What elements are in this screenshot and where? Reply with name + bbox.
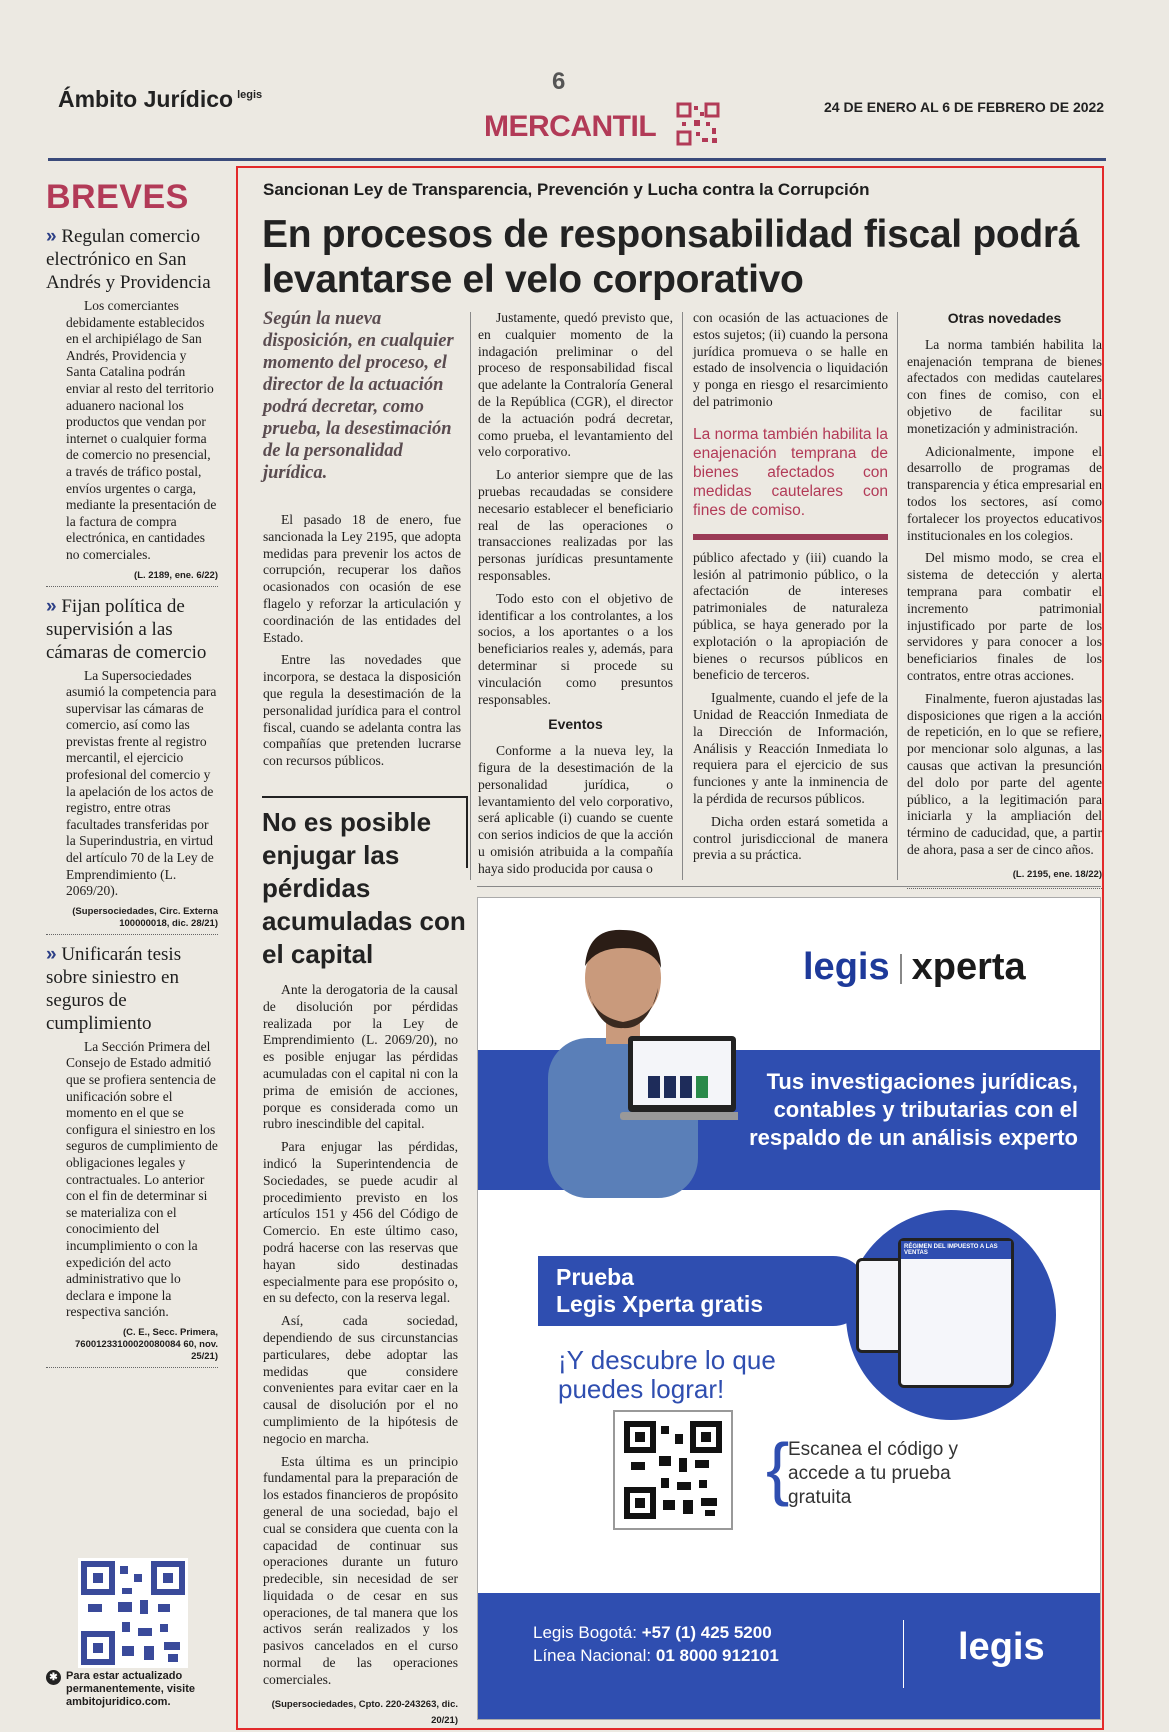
brief-item — [46, 595, 218, 935]
subheading-otras-novedades: Otras novedades — [947, 310, 1062, 326]
ad-brand-left: legis — [803, 946, 890, 988]
publication-title: Ámbito Jurídico — [58, 86, 234, 112]
pull-quote-bar — [693, 534, 888, 540]
article-paragraph: Todo esto con el objetivo de identificar a los controlantes, a los socios, a los aportantes o a los beneficiarios reales y, además, para determinar si procede su vinculación como presuntos responsables. — [478, 590, 673, 707]
article-paragraph: Finalmente, fueron ajustadas las disposiciones que rigen a la acción de repetición, en lo que se refiere, por mencionar solo algunas, a las causas que activan la presunción del dolo por parte del agente público, a la legitimación para iniciarla y la ampliación del término de caducidad, que, a partir de ahora, pasa a ser de cinco años. — [907, 690, 1102, 857]
article-paragraph: Lo anterior siempre que de las pruebas recaudadas se considere necesario establecer el beneficiario real de las operaciones o transacciones realizadas por las personas jurídicas presuntamente responsables. — [478, 467, 673, 583]
legis-logo: legis — [958, 1626, 1045, 1668]
article-paragraph: Conforme a la nueva ley, la figura de la desestimación de la personalidad jurídica, o levantamiento del velo corporativo, será aplicable (i) cuando se cuente con serios indicios de que la acción u omisión atribuida a la compañía haya sido producida por causa o — [478, 743, 673, 876]
double-chevron-icon: » — [46, 595, 57, 617]
ad-try-line2: Legis Xperta gratis — [556, 1291, 764, 1317]
ad-try-line1: Prueba — [556, 1264, 634, 1290]
second-article-headline: No es posible enjugar las pérdidas acumuladas con el capital — [262, 807, 466, 969]
contact-bogota-phone[interactable]: +57 (1) 425 5200 — [641, 1623, 772, 1642]
article-paragraph: Para enjugar las pérdidas, indicó la Superintendencia de Sociedades, se puede acudir al procedimiento previsto en los artículos 151 y 456 del Código de Comercio. En este último caso, podrá hacerse con las reservas que hayan sido destinadas especialmente para ese propósito o, en su defecto, con la reserva legal. — [263, 1139, 458, 1306]
legis-xperta-logo — [803, 946, 1026, 989]
article-reference: (L. 2195, ene. 18/22) — [907, 867, 1102, 889]
tablet-mockup-title: RÉGIMEN DEL IMPUESTO A LAS VENTAS — [901, 1241, 1011, 1259]
breves-column — [46, 178, 218, 1368]
column-separator — [897, 312, 898, 880]
brief-body: La Sección Primera del Consejo de Estado admitió que se profiera sentencia de unificación sobre el momento en el que se configura el siniestro en los seguros de cumplimiento de obligaciones legales y contractuales. Lo anterior con el fin de determinar si se materializa con el conocimiento del incumplimiento o con la expedición del acto administrativo que lo declara e impone la respectiva sanción. — [66, 1038, 218, 1320]
cursor-icon: ✱ — [46, 1670, 61, 1685]
article-kicker: Sancionan Ley de Transparencia, Prevención y Lucha contra la Corrupción — [263, 180, 870, 199]
subheading-eventos: Eventos — [548, 716, 603, 733]
article-paragraph: Adicionalmente, impone el desarrollo de programas de transparencia y ética empresarial en todos los sectores, así como fortalecer los proyectos educativos institucionales en los colegios. — [907, 443, 1102, 543]
article-column-1 — [263, 308, 461, 776]
masthead-rule — [48, 158, 1106, 161]
article-column-2 — [478, 310, 673, 884]
column-separator — [682, 312, 683, 880]
contact-national-label: Línea Nacional: — [533, 1646, 652, 1665]
article-paragraph: Esta última es un principio fundamental para la preparación de los estados financieros de propósito general de una sociedad, bajo el cual se considera que cuenta con la capacidad de continuar sus operaciones durante un futuro predecible, sin necesidad de ser liquidada o de cesar en sus operaciones, de tal manera que los activos serán realizados y los pasivos cancelados en el curso normal de las operaciones comerciales. — [263, 1453, 458, 1687]
contact-bogota-label: Legis Bogotá: — [533, 1623, 637, 1642]
brief-headline — [46, 225, 218, 294]
article-paragraph: Entre las novedades que incorpora, se destaca la disposición que regula la desestimación de la personalidad jurídica para el control fiscal, cuando se adelanta contra las compañías que pretenden lucrarse con recursos públicos. — [263, 652, 461, 769]
article-column-3 — [693, 310, 888, 870]
article-headline: En procesos de responsabilidad fiscal podrá levantarse el velo corporativo — [262, 213, 1080, 301]
ad-contacts — [533, 1621, 779, 1667]
page-number: 6 — [552, 68, 566, 95]
ad-discover-text: ¡Y descubre lo que puedes lograr! — [558, 1345, 776, 1404]
article-paragraph: El pasado 18 de enero, fue sancionada la Ley 2195, que adopta medidas para prevenir los actos de corrupción, recuperar los daños ocasionados con ocasión de ese flagelo y reforzar la articulación y coordinación de las entidades del Estado. — [263, 512, 461, 645]
publication-name — [58, 86, 262, 113]
qr-caption — [46, 1670, 236, 1709]
brief-headline-text: Fijan política de supervisión a las cámaras de comercio — [46, 595, 207, 663]
qr-code-icon[interactable] — [623, 1420, 723, 1520]
article-paragraph: Dicha orden estará sometida a control jurisdiccional de manera previa a su práctica. — [693, 813, 888, 863]
article-paragraph: Igualmente, cuando el jefe de la Unidad de Reacción Inmediata de la Dirección de Información, Análisis y Reacción Inmediata lo requiera para el ejercicio de sus funciones y ante la inminencia de la pérdida de recursos públicos. — [693, 690, 888, 806]
brief-headline — [46, 595, 218, 664]
bracket-icon: { — [766, 1429, 790, 1507]
box-rule-top — [262, 796, 468, 798]
brief-headline — [46, 943, 218, 1035]
ad-try-banner[interactable] — [538, 1256, 868, 1326]
article-paragraph: con ocasión de las actuaciones de estos sujetos; (ii) cuando la persona jurídica promueva o se halle en estado de insolvencia o liquidación y ponga en riesgo el resarcimiento del patrimonio — [693, 310, 888, 409]
tablet-mockup — [898, 1238, 1014, 1388]
brief-item — [46, 225, 218, 587]
second-article-reference: (Supersociedades, Cpto. 220-243263, dic. 20/21) — [271, 1698, 458, 1727]
publisher-mark: legis — [237, 89, 263, 102]
section-title: MERCANTIL — [484, 110, 657, 143]
column-separator — [470, 312, 471, 880]
second-article-column — [263, 982, 458, 1732]
ad-brand-right: xperta — [911, 946, 1026, 988]
qr-code-icon — [676, 102, 720, 146]
brief-headline-text: Unificarán tesis sobre siniestro en seguros de cumplimiento — [46, 943, 182, 1034]
ad-scan-text: Escanea el código y accede a tu prueba gratuita — [788, 1439, 959, 1508]
contact-national-phone[interactable]: 01 8000 912101 — [655, 1646, 779, 1665]
brief-body: La Supersociedades asumió la competencia para supervisar las cámaras de comercio, así como las previstas frente al registro mercantil, el ejercicio profesional del comercio y la apelación de los actos de registro, entre otras facultades transferidas por la Superindustria, en virtud del artículo 70 de la Ley de Emprendimiento (L. 2069/20). — [66, 667, 217, 899]
pull-quote: La norma también habilita la enajenación temprana de bienes afectados con medidas cautelares con fines de comiso. — [693, 425, 888, 519]
qr-code-icon[interactable] — [78, 1558, 188, 1668]
issue-date: 24 DE ENERO AL 6 DE FEBRERO DE 2022 — [824, 99, 1105, 115]
ad-tagline: Tus investigaciones jurídicas, contables y tributarias con el respaldo de un análisis experto — [749, 1069, 1078, 1150]
qr-caption-text: Para estar actualizado permanentemente, visite ambitojuridico.com. — [66, 1670, 195, 1708]
article-paragraph: Así, cada sociedad, dependiendo de sus circunstancias particulares, debe adoptar las medidas que considere convenientes para evitar caer en la causal de disolución por el no cumplimiento de la hipótesis de negocio en marcha. — [263, 1313, 458, 1446]
article-paragraph: Ante la derogatoria de la causal de disolución por pérdidas realizada por la Ley de Emprendimiento (L. 2069/20), no es posible enjugar las pérdidas acumuladas con el capital ni con la prima de emisión de acciones, porque es considerada como un rubro inescindible del capital. — [263, 982, 458, 1132]
article-paragraph: La norma también habilita la enajenación temprana de bienes afectados con medidas cautelares con fines de comiso, con el objetivo de facilitar su monetización y administración. — [907, 336, 1102, 436]
double-chevron-icon: » — [46, 226, 57, 247]
brief-reference: (Supersociedades, Circ. Externa 100000018, dic. 28/21) — [46, 906, 218, 935]
brief-reference: (L. 2189, ene. 6/22) — [46, 570, 218, 587]
brief-body: Los comerciantes debidamente establecidos en el archipiélago de San Andrés, Providencia y Santa Catalina podrán enviar al resto del territorio aduanero nacional los productos que vendan por internet o cualquier forma de comercio no presencial, a través de tráfico postal, envíos urgentes o carga, mediante la presentación de la factura de compra electrónica, en cantidades no comerciales. — [66, 298, 217, 562]
article-paragraph: Justamente, quedó previsto que, en cualquier momento de la indagación preliminar o del proceso de responsabilidad fiscal que adelante la Contraloría General de la República (CGR), el director de la actuación podrá decretar, como prueba, el levantamiento del velo corporativo. — [478, 310, 673, 460]
article-column-4 — [907, 310, 1102, 889]
article-paragraph: público afectado y (iii) cuando la lesión al patrimonio público, o la afectación de intereses patrimoniales de naturaleza pública, se haya generado por la explotación o la apropiación de bienes o recursos públicos en beneficio de terceros. — [693, 549, 888, 683]
brief-item — [46, 943, 218, 1368]
article-paragraph: Del mismo modo, se crea el sistema de detección y alerta temprana para combatir el incremento patrimonial injustificado por parte de los servidores y para conocer a los beneficiarios finales de los contratos, entre otras acciones. — [907, 550, 1102, 683]
person-with-laptop-illustration — [508, 918, 738, 1198]
brief-reference: (C. E., Secc. Primera, 76001233100020080084 60, nov. 25/21) — [46, 1327, 218, 1368]
article-lead: Según la nueva disposición, en cualquier momento del proceso, el director de la actuación podrá decretar, como prueba, la desestimación de la personalidad jurídica. — [263, 309, 454, 483]
footer-separator — [903, 1620, 904, 1688]
breves-title: BREVES — [46, 178, 189, 216]
brief-headline-text: Regulan comercio electrónico en San Andrés y Providencia — [46, 226, 211, 293]
double-chevron-icon: » — [46, 943, 57, 965]
legis-xperta-ad[interactable] — [477, 897, 1101, 1720]
section-rule — [477, 886, 1101, 887]
